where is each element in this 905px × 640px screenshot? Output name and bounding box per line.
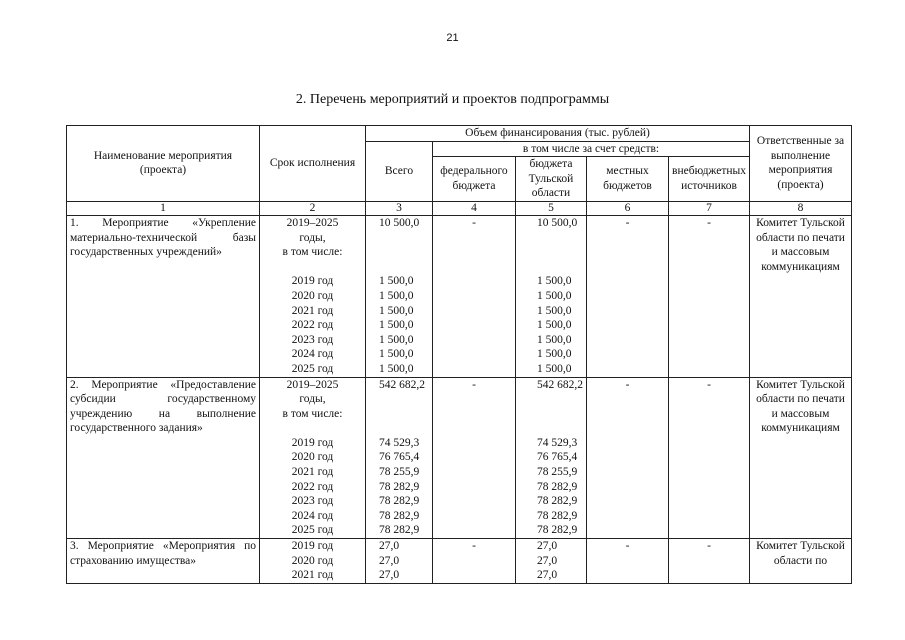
period-cell	[260, 377, 366, 539]
column-number: 4	[433, 201, 516, 215]
period-line: 2020 год	[291, 451, 334, 464]
total-cell	[366, 377, 433, 539]
extra-value: -	[707, 540, 711, 553]
regional-value	[519, 245, 583, 260]
column-number: 3	[366, 201, 433, 215]
regional-value: 27,0	[537, 569, 558, 582]
total-value: 1 500,0	[379, 348, 414, 361]
period-line: в том числе:	[282, 246, 343, 259]
total-value: 1 500,0	[379, 275, 414, 288]
table-row	[67, 539, 852, 584]
regional-value: 1 500,0	[537, 289, 572, 302]
activities-table	[66, 125, 852, 584]
total-value: 78 282,9	[379, 495, 420, 508]
regional-cell	[516, 539, 587, 584]
responsible-value: Комитет Тульской области по	[756, 540, 845, 567]
period-line: годы,	[299, 231, 326, 244]
total-value: 1 500,0	[379, 362, 414, 375]
local-value: -	[625, 378, 630, 391]
total-cell	[366, 539, 433, 584]
activity-name-cell	[67, 215, 260, 377]
total-cell	[366, 215, 433, 377]
regional-value: 76 765,4	[537, 451, 578, 464]
regional-value	[519, 407, 583, 422]
document-title: 2. Перечень мероприятий и проектов подпрограммы	[295, 92, 610, 107]
regional-value: 1 500,0	[537, 319, 572, 332]
header-funding: Объем финансирования (тыс. рублей)	[366, 126, 750, 142]
responsible-value: Комитет Тульской области по печати и массовым коммуникациям	[756, 216, 845, 273]
total-value	[369, 392, 429, 407]
regional-value: 542 682,2	[537, 378, 583, 391]
header-responsible: Ответственные за выполнение мероприятия (проекта)	[750, 126, 852, 202]
extra-value: -	[707, 378, 711, 391]
period-line: 2019–2025	[286, 378, 339, 391]
extra-cell	[669, 539, 750, 584]
regional-value: 78 282,9	[537, 509, 578, 522]
header-name: Наименование мероприятия (проекта)	[67, 126, 260, 202]
period-cell	[260, 215, 366, 377]
period-line: 2022 год	[291, 480, 334, 493]
regional-cell	[516, 377, 587, 539]
local-value: -	[625, 216, 630, 229]
regional-value	[519, 260, 583, 275]
period-line: 2023 год	[291, 495, 334, 508]
column-number: 1	[67, 201, 260, 215]
period-line: 2024 год	[291, 348, 334, 361]
responsible-cell	[750, 215, 852, 377]
header-total: Всего	[366, 141, 433, 201]
regional-value: 1 500,0	[537, 348, 572, 361]
total-value: 78 282,9	[379, 509, 420, 522]
extra-cell	[669, 215, 750, 377]
period-line: 2019 год	[291, 275, 334, 288]
header-extra: внебюджетных источников	[669, 157, 750, 202]
activity-name-cell	[67, 377, 260, 539]
regional-value: 74 529,3	[537, 436, 578, 449]
extra-value: -	[707, 216, 711, 229]
total-value: 27,0	[379, 540, 400, 553]
regional-value: 1 500,0	[537, 362, 572, 375]
period-line: в том числе:	[282, 407, 343, 420]
header-incl-sources: в том числе за счет средств:	[433, 141, 750, 157]
activity-name-cell	[67, 539, 260, 584]
local-cell	[587, 377, 669, 539]
total-value	[369, 231, 429, 246]
federal-cell	[433, 539, 516, 584]
total-value: 1 500,0	[379, 289, 414, 302]
total-value	[369, 407, 429, 422]
regional-value: 78 255,9	[537, 466, 578, 479]
total-value: 27,0	[379, 554, 400, 567]
federal-value: -	[472, 540, 476, 553]
federal-cell	[433, 377, 516, 539]
period-line: 2023 год	[291, 333, 334, 346]
period-line: 2021 год	[291, 466, 334, 479]
total-value	[369, 260, 429, 275]
regional-value: 1 500,0	[537, 333, 572, 346]
period-line: 2021 год	[291, 569, 334, 582]
table-row	[67, 215, 852, 377]
period-line: 2022 год	[291, 319, 334, 332]
period-line: 2019 год	[291, 540, 334, 553]
total-value	[369, 421, 429, 436]
period-line: 2020 год	[291, 554, 334, 567]
federal-value: -	[472, 378, 476, 391]
period-line: 2021 год	[291, 304, 334, 317]
period-line: 2024 год	[291, 509, 334, 522]
total-value: 78 282,9	[379, 480, 420, 493]
column-number: 7	[669, 201, 750, 215]
activity-name: 2. Мероприятие «Предоставление субсидии государственному учреждению на выполнение государственного задания»	[70, 378, 256, 435]
total-value: 76 765,4	[379, 451, 420, 464]
period-line: 2025 год	[291, 362, 334, 375]
total-value: 78 255,9	[379, 466, 420, 479]
period-line	[263, 260, 362, 275]
header-federal: федерального бюджета	[433, 157, 516, 202]
regional-value	[519, 421, 583, 436]
column-number: 2	[260, 201, 366, 215]
regional-value: 10 500,0	[537, 216, 578, 229]
local-cell	[587, 539, 669, 584]
period-line: годы,	[299, 393, 326, 406]
total-value: 1 500,0	[379, 304, 414, 317]
period-line: 2025 год	[291, 524, 334, 537]
page-number: 21	[446, 32, 459, 44]
total-value	[369, 245, 429, 260]
header-regional: бюджета Тульской области	[516, 157, 587, 202]
responsible-value: Комитет Тульской области по печати и массовым коммуникациям	[756, 378, 845, 435]
period-cell	[260, 539, 366, 584]
period-line	[263, 421, 362, 436]
period-line: 2019–2025	[286, 216, 339, 229]
period-line: 2019 год	[291, 436, 334, 449]
table-row	[67, 377, 852, 539]
column-number: 5	[516, 201, 587, 215]
regional-value: 27,0	[537, 540, 558, 553]
responsible-cell	[750, 539, 852, 584]
extra-cell	[669, 377, 750, 539]
responsible-cell	[750, 377, 852, 539]
local-cell	[587, 215, 669, 377]
period-line: 2020 год	[291, 289, 334, 302]
total-value: 1 500,0	[379, 333, 414, 346]
regional-value	[519, 231, 583, 246]
regional-value: 27,0	[537, 554, 558, 567]
regional-value: 78 282,9	[537, 495, 578, 508]
regional-value: 1 500,0	[537, 275, 572, 288]
regional-value	[519, 392, 583, 407]
federal-cell	[433, 215, 516, 377]
federal-value: -	[472, 216, 476, 229]
regional-value: 78 282,9	[537, 480, 578, 493]
total-value: 74 529,3	[379, 436, 420, 449]
header-deadline: Срок исполнения	[260, 126, 366, 202]
activity-name: 3. Мероприятие «Мероприятия по страхованию имущества»	[70, 540, 256, 567]
total-value: 10 500,0	[379, 216, 420, 229]
header-local: местных бюджетов	[587, 157, 669, 202]
regional-cell	[516, 215, 587, 377]
column-number: 8	[750, 201, 852, 215]
total-value: 78 282,9	[379, 524, 420, 537]
activity-name: 1. Мероприятие «Укрепление материально-технической базы государственных учреждений»	[70, 216, 256, 259]
column-number: 6	[587, 201, 669, 215]
regional-value: 78 282,9	[537, 524, 578, 537]
local-value: -	[625, 540, 630, 553]
total-value: 542 682,2	[379, 378, 425, 391]
total-value: 27,0	[379, 569, 400, 582]
total-value: 1 500,0	[379, 319, 414, 332]
regional-value: 1 500,0	[537, 304, 572, 317]
